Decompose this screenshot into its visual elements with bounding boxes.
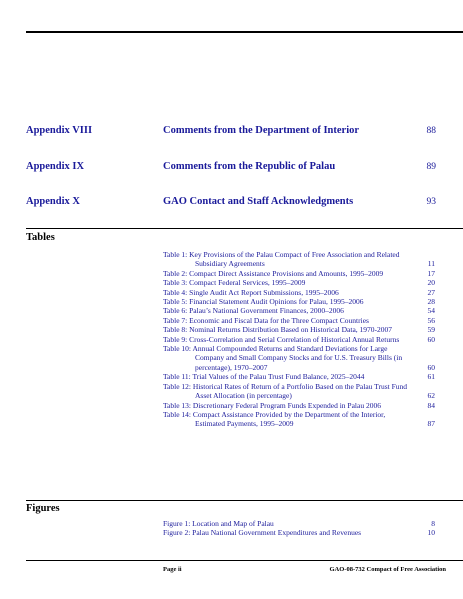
table-entry[interactable]: Table 1: Key Provisions of the Palau Compact of Free Association and Related Subsidiary Agreements 11 [163,250,435,269]
table-entry[interactable]: Table 4: Single Audit Act Report Submissions, 1995–2006 27 [163,287,435,297]
tables-list [163,250,435,429]
appendix-label: Appendix IX [26,161,85,172]
appendix-label: Appendix X [26,196,80,207]
section-rule [26,228,463,229]
top-rule [26,31,463,33]
table-entry[interactable]: Table 7: Economic and Fiscal Data for the Three Compact Countries 56 [163,315,435,325]
table-entry[interactable]: Table 8: Nominal Returns Distribution Based on Historical Data, 1970-2007 59 [163,325,435,335]
appendix-viii-entry[interactable] [26,125,436,139]
figure-entry[interactable]: Figure 2: Palau National Government Expenditures and Revenues 10 [163,528,435,538]
table-entry[interactable]: Table 12: Historical Rates of Return of a Portfolio Based on the Palau Trust Fund Asset Allocation (in percentage) 62 [163,381,435,401]
table-entry[interactable]: Table 14: Compact Assistance Provided by the Department of the Interior, Estimated Payments, 1995–2009 87 [163,409,435,429]
appendix-ix-entry[interactable] [26,161,436,175]
figures-heading: Figures [26,503,60,514]
appendix-x-entry[interactable] [26,196,436,210]
table-entry[interactable]: Table 11: Trial Values of the Palau Trust Fund Balance, 2025–2044 61 [163,372,435,382]
footer-page-number: Page ii [163,566,182,573]
table-entry[interactable]: Table 2: Compact Direct Assistance Provisions and Amounts, 1995–2009 17 [163,268,435,278]
figures-list [163,519,435,538]
appendix-page[interactable]: 89 [426,162,436,172]
appendix-title[interactable]: Comments from the Department of Interior [163,125,360,136]
appendix-page[interactable]: 93 [426,197,436,207]
tables-heading: Tables [26,232,55,243]
figure-entry[interactable]: Figure 1: Location and Map of Palau 8 [163,519,435,528]
table-entry[interactable]: Table 10: Annual Compounded Returns and Standard Deviations for Large Company and Small Company Stocks and for U.S. Treasury Bills (in percentage), 1970–2007 60 [163,344,435,372]
footer-doc-id: GAO-08-732 Compact of Free Association [329,566,446,573]
section-rule [26,500,463,501]
appendix-label: Appendix VIII [26,125,93,136]
table-entry[interactable]: Table 3: Compact Federal Services, 1995–2009 20 [163,278,435,288]
appendix-title[interactable]: Comments from the Republic of Palau [163,161,336,172]
table-entry[interactable]: Table 13: Discretionary Federal Program Funds Expended in Palau 2006 84 [163,400,435,410]
footer-rule [26,560,463,561]
table-entry[interactable]: Table 6: Palau’s National Government Finances, 2000–2006 54 [163,306,435,316]
table-entry[interactable]: Table 9: Cross-Correlation and Serial Correlation of Historical Annual Returns 60 [163,334,435,344]
appendix-page[interactable]: 88 [426,126,436,136]
appendix-title[interactable]: GAO Contact and Staff Acknowledgments [163,196,354,207]
table-entry[interactable]: Table 5: Financial Statement Audit Opinions for Palau, 1995–2006 28 [163,297,435,307]
